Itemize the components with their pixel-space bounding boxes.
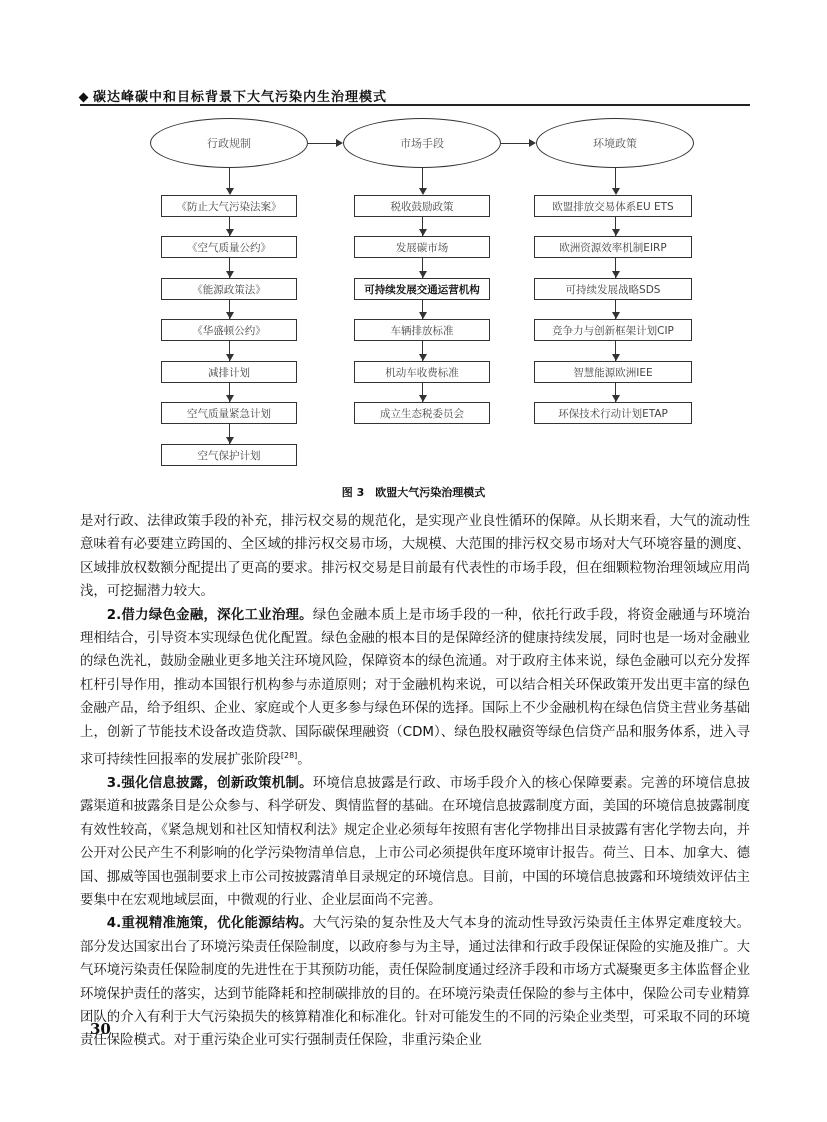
flow-box: 欧盟排放交易体系EU ETS [534,195,692,217]
flow-box: 环保技术行动计划ETAP [534,402,692,424]
flow-box: 《华盛顿公约》 [161,319,297,341]
oval-column-2: 市场手段 [343,118,501,168]
flow-box: 智慧能源欧洲IEE [534,361,692,383]
connector [229,168,230,190]
body-text [80,510,750,1053]
figure-caption: 图 3 欧盟大气污染治理模式 [341,486,486,499]
header-title: 碳达峰碳中和目标背景下大气污染内生治理模式 [93,90,388,105]
flow-box: 发展碳市场 [354,236,490,258]
paragraph-tail: 。 [297,752,311,768]
paragraph-lead: 2.借力绿色金融，深化工业治理。 [106,607,313,623]
paragraph-text: 是对行政、法律政策手段的补充，排污权交易的规范化，是实现产业良性循环的保障。从长期来看，大气的流动性意味着有必要建立跨国的、全区域的排污权交易市场，大规模、大范围的排污权交易市场对大气环境容量的测度、区域排放权数额分配提出了更高的要求。排污权交易是目前最有代表性的市场手段，但在细颗粒物治理领域应用尚浅，可挖掘潜力较大。 [80,514,750,600]
paragraph [80,510,750,604]
flow-box: 空气质量紧急计划 [161,402,297,424]
flow-box: 车辆排放标准 [354,319,490,341]
flowchart-figure [140,118,700,478]
citation: [28] [280,751,298,761]
paragraph-lead: 4.重视精准施策，优化能源结构。 [106,916,313,932]
arrow-down-icon [226,188,234,195]
flow-box: 机动车收费标准 [354,361,490,383]
page-number: 30 [90,1020,111,1038]
flow-box: 可持续发展交通运营机构 [354,278,490,300]
flow-box: 空气保护计划 [161,444,297,466]
diamond-icon [79,93,89,103]
arrow-right-icon [336,139,343,147]
paragraph-text: 大气污染的复杂性及大气本身的流动性导致污染责任主体界定难度较大。部分发达国家出台了环境污染责任保险制度，以政府参与为主导，通过法律和行政手段保证保险的实施及推广。大气环境污染责任保险制度的先进性在于其预防功能，责任保险制度通过经济手段和市场方式凝聚更多主体监督企业环境保护责任的落实，达到节能降耗和控制碳排放的目的。在环境污染责任保险的参与主体中，保险公司专业精算团队的介入有利于大气污染损失的核算精准化和标准化。针对可能发生的不同的污染企业类型，可采取不同的环境责任保险模式。对于重污染企业可实行强制责任保险，非重污染企业 [80,916,751,1049]
flow-box: 减排计划 [161,361,297,383]
flow-box: 可持续发展战略SDS [534,278,692,300]
flow-box: 竞争力与创新框架计划CIP [534,319,692,341]
oval-column-3: 环境政策 [536,118,694,168]
paragraph [80,604,750,772]
paragraph [80,912,750,1052]
paragraph [80,772,750,912]
paragraph-text: 环境信息披露是行政、市场手段介入的核心保障要素。完善的环境信息披露渠道和披露条目是公众参与、科学研发、舆情监督的基础。在环境信息披露制度方面，美国的环境信息披露制度有效性较高，《紧急规划和社区知情权利法》规定企业必须每年按照有害化学物排出目录披露有害化学物去向，并公开对公民产生不利影响的化学污染物清单信息，上市公司必须提供年度环境审计报告。荷兰、日本、加拿大、德国、挪威等国也强制要求上市公司按披露清单目录规定的环境信息。目前，中国的环境信息披露和环境绩效评估主要集中在宏观地域层面，中微观的行业、企业层面尚不完善。 [80,775,751,908]
paragraph-text: 绿色金融本质上是市场手段的一种，依托行政手段，将资金融通与环境治理相结合，引导资本实现绿色优化配置。绿色金融的根本目的是保障经济的健康持续发展，同时也是一场对金融业的绿色洗礼，鼓励金融业更多地关注环境风险，保障资本的绿色流通。对于政府主体来说，绿色金融可以充分发挥杠杆引导作用，推动本国银行机构参与赤道原则；对于金融机构来说，可以结合相关环保政策开发出更丰富的绿色金融产品，给予组织、企业、家庭或个人更多参与绿色环保的选择。国际上不少金融机构在绿色信贷主营业务基础上，创新了节能技术设备改造贷款、国际碳保理融资（CDM）、绿色股权融资等绿色信贷产品和服务体系，进入寻求可持续性回报率的发展扩张阶段 [80,607,751,768]
flow-box: 《空气质量公约》 [161,236,297,258]
oval-column-1: 行政规制 [150,118,308,168]
flow-box: 欧洲资源效率机制EIRP [534,236,692,258]
flow-box: 《能源政策法》 [161,278,297,300]
flow-box: 税收鼓励政策 [354,195,490,217]
flow-box: 成立生态税委员会 [354,402,490,424]
running-header [80,86,387,105]
header-rule [80,104,750,106]
flow-box: 《防止大气污染法案》 [161,195,297,217]
paragraph-lead: 3.强化信息披露，创新政策机制。 [106,775,313,791]
arrow-right-icon [529,139,536,147]
